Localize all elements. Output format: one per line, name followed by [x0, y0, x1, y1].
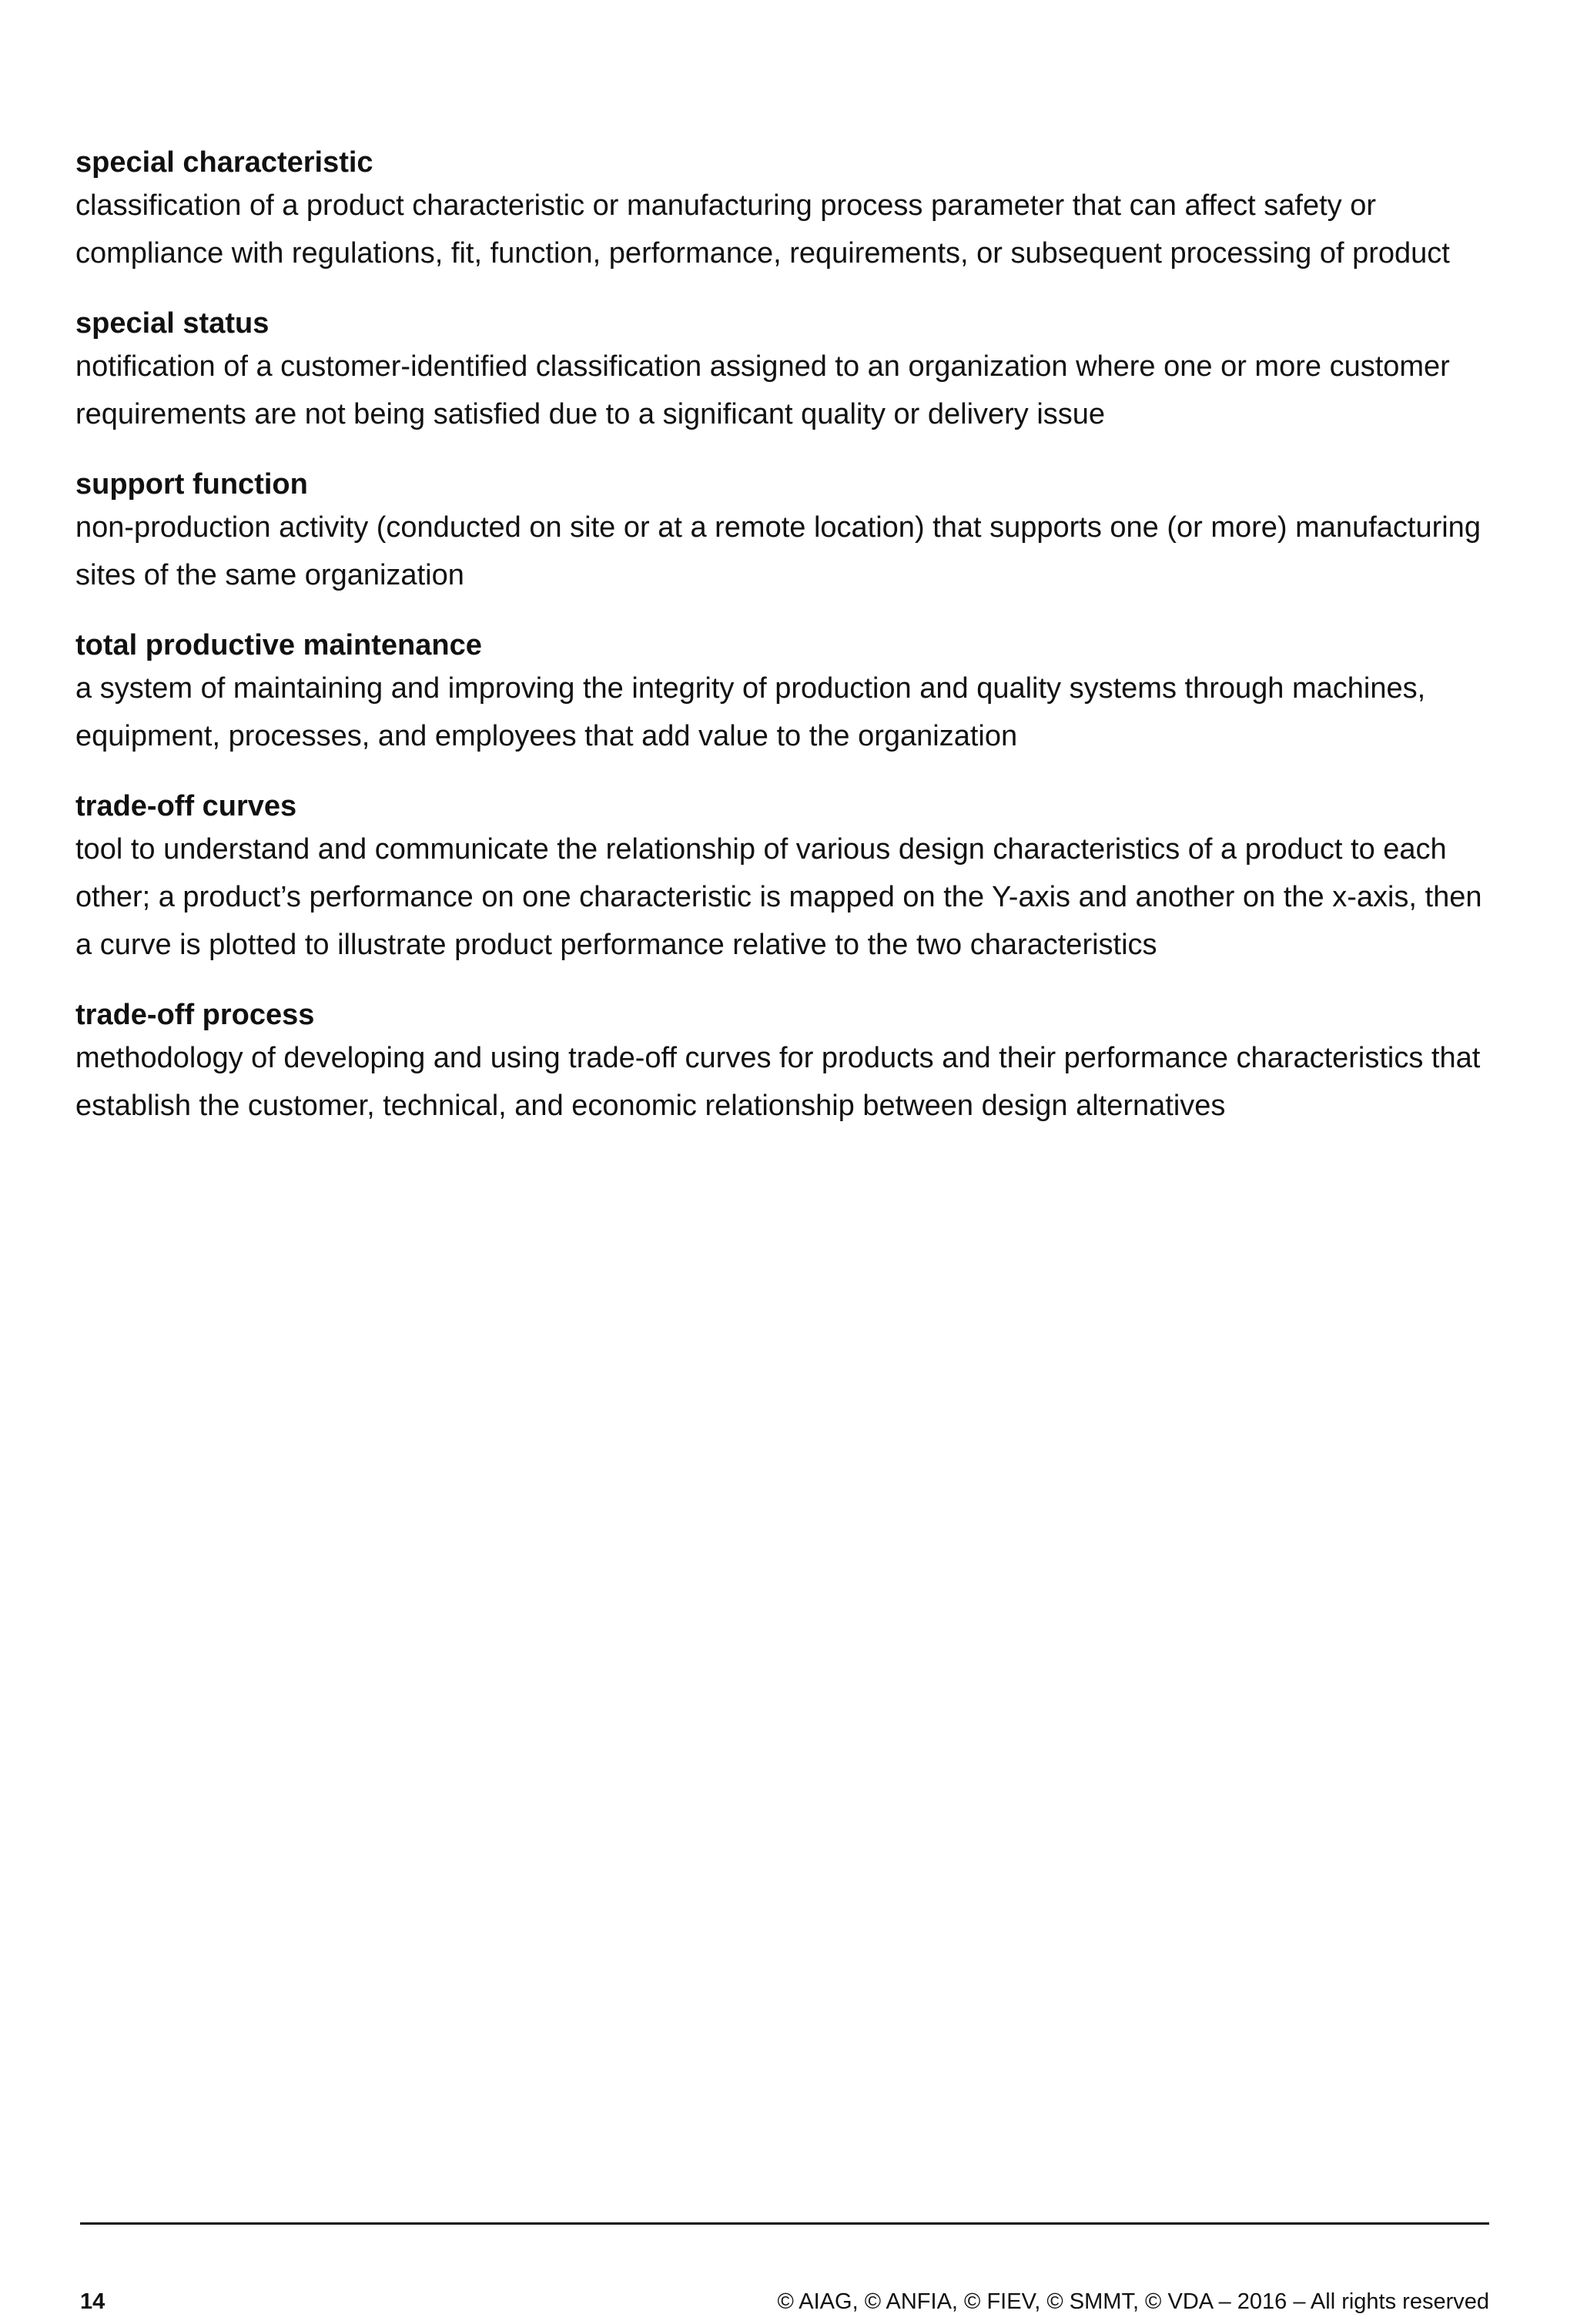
glossary-definition: non-production activity (conducted on site or at a remote location) that supports one (or more) manufacturing sites of the same organization [75, 511, 1481, 591]
glossary-definition: tool to understand and communicate the relationship of various design characteristics of a product to each other; a product’s performance on one characteristic is mapped on the Y-axis and another on the x-axis, then a curve is plotted to illustrate product performance relative to the two characteristics [75, 833, 1482, 961]
glossary-entry [75, 787, 1500, 969]
glossary-term: special status [75, 307, 270, 340]
footer-divider [80, 2222, 1489, 2225]
glossary-term: total productive maintenance [75, 629, 482, 661]
glossary-entry [75, 465, 1500, 599]
glossary-term: special characteristic [75, 146, 373, 179]
glossary-term: trade-off curves [75, 790, 297, 822]
page-number: 14 [80, 2289, 105, 2314]
glossary-entry [75, 626, 1500, 760]
glossary-entry [75, 304, 1500, 438]
glossary-term: trade-off process [75, 999, 315, 1031]
glossary-definition: methodology of developing and using trade-off curves for products and their performance characteristics that establish the customer, technical, and economic relationship between design alternatives [75, 1042, 1481, 1122]
glossary-content [75, 143, 1500, 1157]
glossary-entry [75, 996, 1500, 1130]
glossary-term: support function [75, 468, 308, 501]
copyright-notice: © AIAG, © ANFIA, © FIEV, © SMMT, © VDA – 2016 – All rights reserved [777, 2289, 1489, 2314]
glossary-definition: notification of a customer-identified classification assigned to an organization where one or more customer requirements are not being satisfied due to a significant quality or delivery issue [75, 350, 1450, 430]
glossary-entry [75, 143, 1500, 277]
glossary-definition: a system of maintaining and improving the integrity of production and quality systems through machines, equipment, processes, and employees that add value to the organization [75, 672, 1426, 752]
glossary-definition: classification of a product characteristic or manufacturing process parameter that can affect safety or compliance with regulations, fit, function, performance, requirements, or subsequent processing of product [75, 189, 1450, 270]
